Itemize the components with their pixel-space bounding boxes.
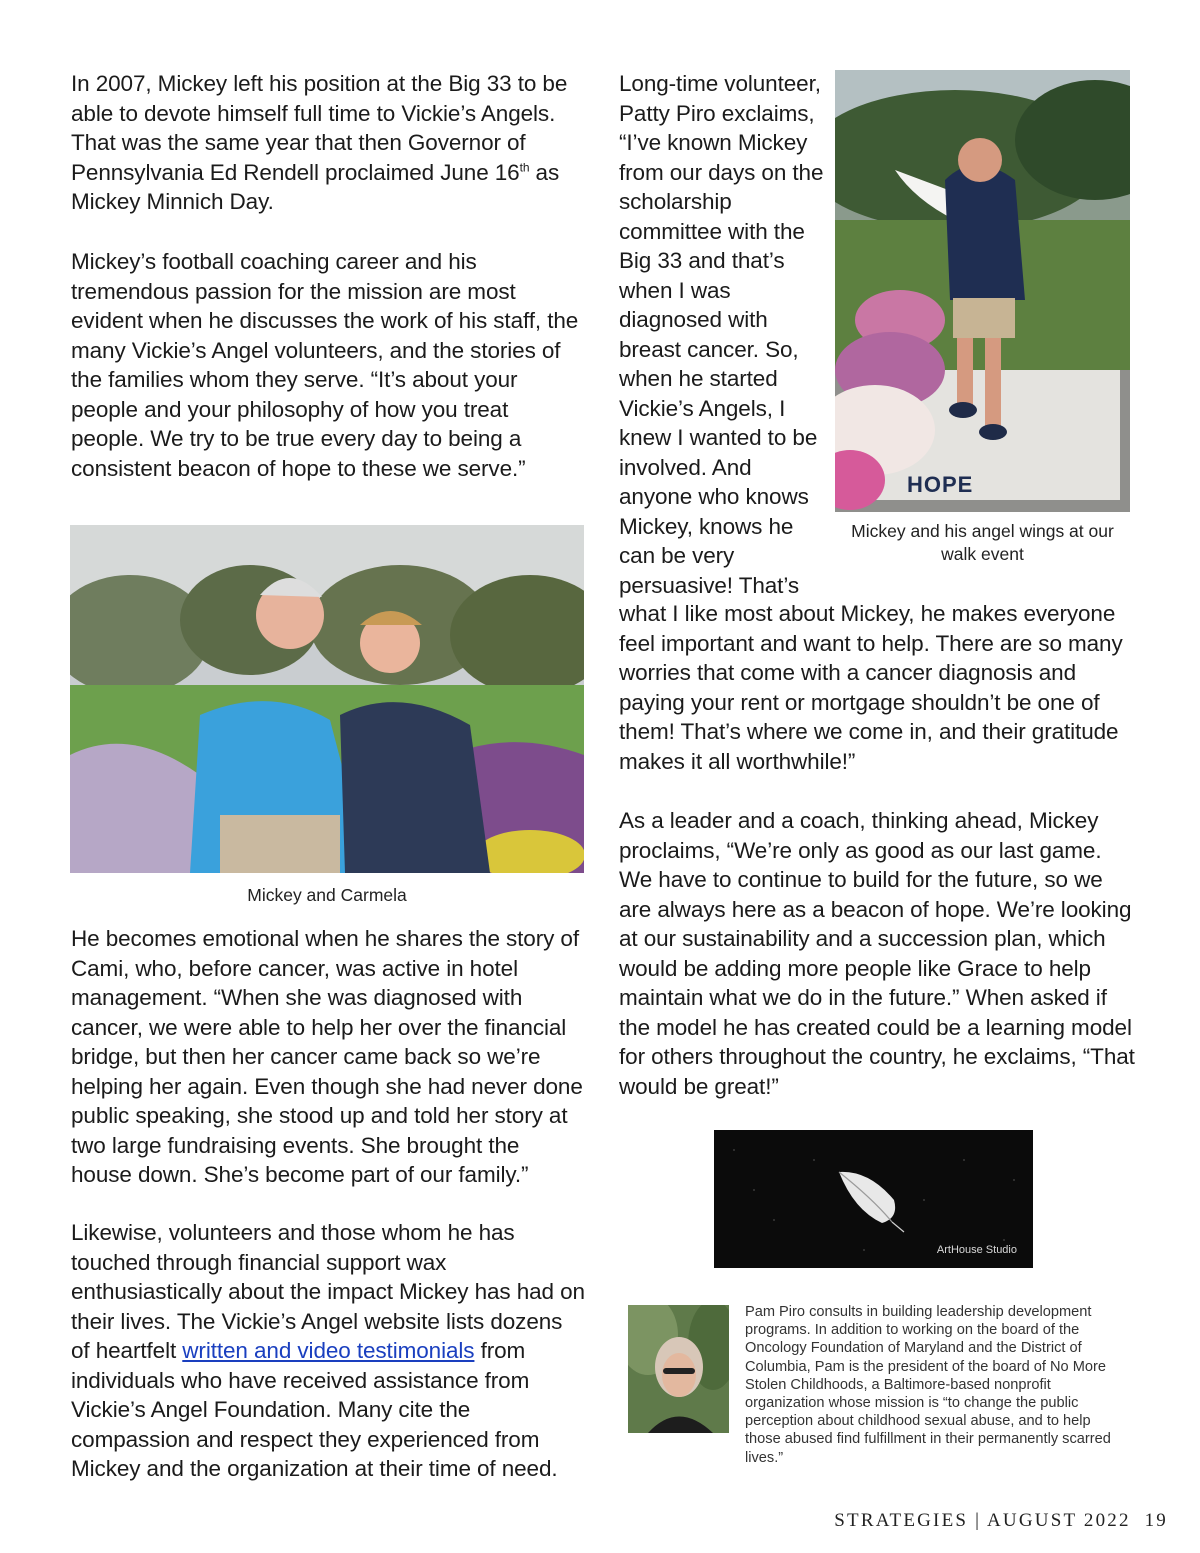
author-photo xyxy=(628,1305,729,1433)
photo-mickey-angel-wings xyxy=(835,70,1130,512)
author-bio: Pam Piro consults in building leadership development programs. In addition to working on the board of the Oncology Foundation of Maryland and the District of Columbia, Pam is the president of the board of No More Stolen Childhoods, a Baltimore-based nonprofit organization whose mission is “to change the public perception about childhood sexual abuse, and to help those abused find fulfillment in their permanently scarred lives.” xyxy=(745,1304,1111,1466)
hope-sign: HOPE xyxy=(907,472,974,497)
paragraph-testimonials: Likewise, volunteers and those whom he has touched through financial support wax enthusiastically about the impact Mickey has had on their lives. The Vickie’s Angel website lists dozens of heartfelt written and video testimonials from individuals who have received assistance from Vickie’s Angel Foundation. Many cite the compassion and respect they experienced from Mickey and the organization at their time of need. xyxy=(71,1220,585,1481)
photo-feather xyxy=(714,1130,1033,1268)
caption-mickey-and-carmela: Mickey and Carmela xyxy=(247,885,407,905)
paragraph-sustainability: As a leader and a coach, thinking ahead, Mickey proclaims, “We’re only as good as our last game. We have to continue to build for the future, so we are always here as a beacon of hope. We’re looking at our sustainability and a succession plan, which would be adding more people like Grace to help maintain what we do in the future.” When asked if the model he has created could be a learning model for others throughout the country, he exclaims, “That would be great!” xyxy=(619,808,1135,1099)
caption-angel-wings: Mickey and his angel wings at our walk event xyxy=(851,521,1114,564)
photo-credit: ArtHouse Studio xyxy=(936,1244,1017,1256)
paragraph-patty-piro-quote: Long-time volunteer, Patty Piro exclaims, “I’ve known Mickey from our days on the scholarship committee with the Big 33 and that’s when I was diagnosed with breast cancer. So, when he started Vickie’s Angels, I knew I wanted to be involved. And anyone who knows Mickey, knows he can be very persuasive! That’s xyxy=(619,71,824,598)
testimonials-link[interactable]: written and video testimonials xyxy=(182,1338,475,1363)
paragraph-cami-story: He becomes emotional when he shares the story of Cami, who, before cancer, was active in hotel management. “When she was diagnosed with cancer, we were able to help her over the financial bridge, but then her cancer came back so we’re helping her again. Even though she had never done public speaking, she stood up and told her story at two large fundraising events. She brought the house down. She’s become part of our family.” xyxy=(71,926,583,1187)
paragraph-rendell-proclamation: In 2007, Mickey left his position at the Big 33 to be able to devote himself full time to Vickie’s Angels. That was the same year that then Governor of Pennsylvania Ed Rendell proclaimed June 16th as Mickey Minnich Day. xyxy=(71,71,568,214)
paragraph-patty-piro-continued: what I like most about Mickey, he makes everyone feel important and want to help. There are so many worries that come with a cancer diagnosis and paying your rent or mortgage shouldn’t be one of them! That’s where we come in, and their gratitude makes it all worthwhile!” xyxy=(619,601,1123,774)
paragraph-coaching-career: Mickey’s football coaching career and his tremendous passion for the mission are most evident when he discusses the work of his staff, the many Vickie’s Angel volunteers, and the stories of the families whom they serve. “It’s about your people and your philosophy of how you treat people. We try to be true every day to being a consistent beacon of hope to these we serve.” xyxy=(71,249,579,481)
publication-name: STRATEGIES | AUGUST 2022 xyxy=(834,1510,1131,1531)
page-footer xyxy=(834,1510,1168,1532)
page-number: 19 xyxy=(1144,1510,1168,1531)
photo-mickey-and-carmela xyxy=(70,525,584,873)
